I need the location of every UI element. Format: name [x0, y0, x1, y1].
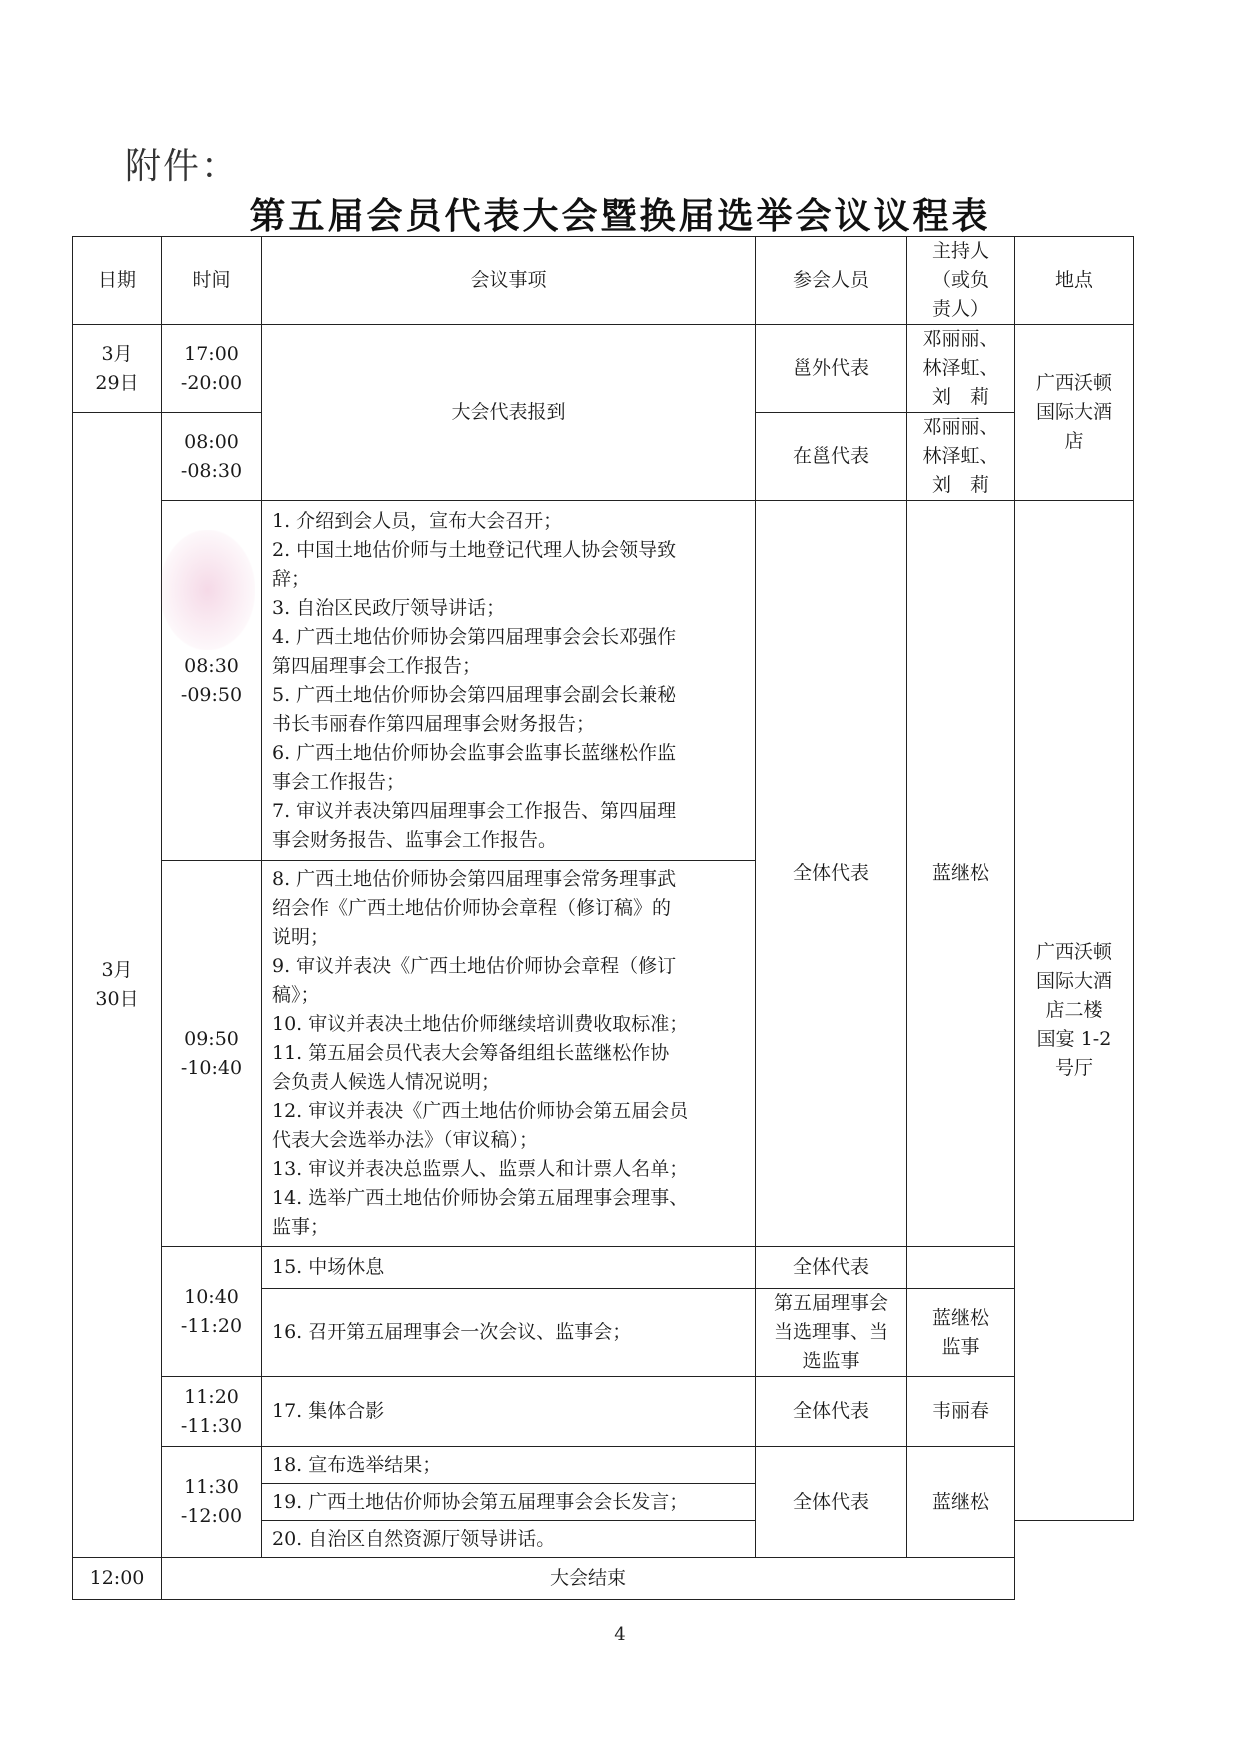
time-cell: 10:40 -11:20: [162, 1247, 262, 1377]
header-participants: 参会人员: [756, 237, 907, 325]
place-cell: 广西沃顿 国际大酒 店二楼 国宴 1-2 号厅: [1015, 501, 1134, 1521]
agenda-items-8-14: 8. 广西土地估价师协会第四届理事会常务理事武 绍会作《广西土地估价师协会章程（修订稿》的 说明； 9. 审议并表决《广西土地估价师协会章程（修订 稿》； 10. 审议并表决土地估价师继续培训费收取标准； 11. 第五届会员代表大会筹备组组长蓝继松作协 会负责人候选人情况说明； 12. 审议并表决《广西土地估价师协会第五届会员 代表大会选举办法》（审议稿）； 13. 审议并表决总监票人、监票人和计票人名单； 14. 选举广西土地估价师协会第五届理事会理事、 监事；: [262, 861, 756, 1247]
header-time: 时间: [162, 237, 262, 325]
time-cell: 11:20 -11:30: [162, 1377, 262, 1447]
agenda-item-20: 20. 自治区自然资源厅领导讲话。: [262, 1521, 756, 1558]
host-cell: 邓丽丽、 林泽虹、 刘 莉: [907, 325, 1015, 413]
registration-cell: 大会代表报到: [262, 325, 756, 501]
date-cell: 3月 30日: [73, 413, 162, 1558]
participants-cell: 全体代表: [756, 1247, 907, 1289]
header-row: [73, 237, 1134, 325]
table-row: [73, 1558, 1134, 1600]
agenda-item-19: 19. 广西土地估价师协会第五届理事会会长发言；: [262, 1484, 756, 1521]
host-cell-empty: [907, 1247, 1015, 1289]
stamp-mark: [160, 530, 255, 650]
host-cell: 邓丽丽、 林泽虹、 刘 莉: [907, 413, 1015, 501]
time-cell: 09:50 -10:40: [162, 861, 262, 1247]
agenda-item-17: 17. 集体合影: [262, 1377, 756, 1447]
date-cell: 3月 29日: [73, 325, 162, 413]
participants-cell: 全体代表: [756, 1447, 907, 1558]
page-title: 第五届会员代表大会暨换届选举会议议程表: [249, 195, 991, 237]
host-cell: 蓝继松: [907, 1447, 1015, 1558]
time-cell: 12:00: [73, 1558, 162, 1600]
header-place: 地点: [1015, 237, 1134, 325]
time-cell: 08:00 -08:30: [162, 413, 262, 501]
agenda-table: [72, 236, 1134, 1600]
agenda-items-1-7: 1. 介绍到会人员，宣布大会召开； 2. 中国土地估价师与土地登记代理人协会领导致 辞； 3. 自治区民政厅领导讲话； 4. 广西土地估价师协会第四届理事会会长邓强作 第四届理事会工作报告； 5. 广西土地估价师协会第四届理事会副会长兼秘 书长韦丽春作第四届理事会财务报告； 6. 广西土地估价师协会监事会监事长蓝继松作监 事会工作报告； 7. 审议并表决第四届理事会工作报告、第四届理 事会财务报告、监事会工作报告。: [262, 501, 756, 861]
time-cell: 17:00 -20:00: [162, 325, 262, 413]
table-row: [73, 1447, 1134, 1484]
annex-label: 附件：: [125, 146, 240, 187]
participants-cell: 在邕代表: [756, 413, 907, 501]
table-row: [73, 1247, 1134, 1289]
agenda-item-18: 18. 宣布选举结果；: [262, 1447, 756, 1484]
closing-cell: 大会结束: [162, 1558, 1015, 1600]
time-cell: 11:30 -12:00: [162, 1447, 262, 1558]
place-cell: 广西沃顿 国际大酒 店: [1015, 325, 1134, 501]
time-cell: 08:30 -09:50: [162, 501, 262, 861]
participants-cell: 全体代表: [756, 501, 907, 1247]
agenda-item-16: 16. 召开第五届理事会一次会议、监事会；: [262, 1289, 756, 1377]
page-number: 4: [614, 1624, 626, 1645]
host-cell: 蓝继松: [907, 501, 1015, 1247]
host-cell: 韦丽春: [907, 1377, 1015, 1447]
host-cell: 蓝继松 监事: [907, 1289, 1015, 1377]
participants-cell: 第五届理事会 当选理事、当 选监事: [756, 1289, 907, 1377]
agenda-item-15: 15. 中场休息: [262, 1247, 756, 1289]
participants-cell: 邕外代表: [756, 325, 907, 413]
header-items: 会议事项: [262, 237, 756, 325]
table-row: [73, 1377, 1134, 1447]
participants-cell: 全体代表: [756, 1377, 907, 1447]
header-host: 主持人 （或负 责人）: [907, 237, 1015, 325]
header-date: 日期: [73, 237, 162, 325]
table-row: [73, 325, 1134, 413]
